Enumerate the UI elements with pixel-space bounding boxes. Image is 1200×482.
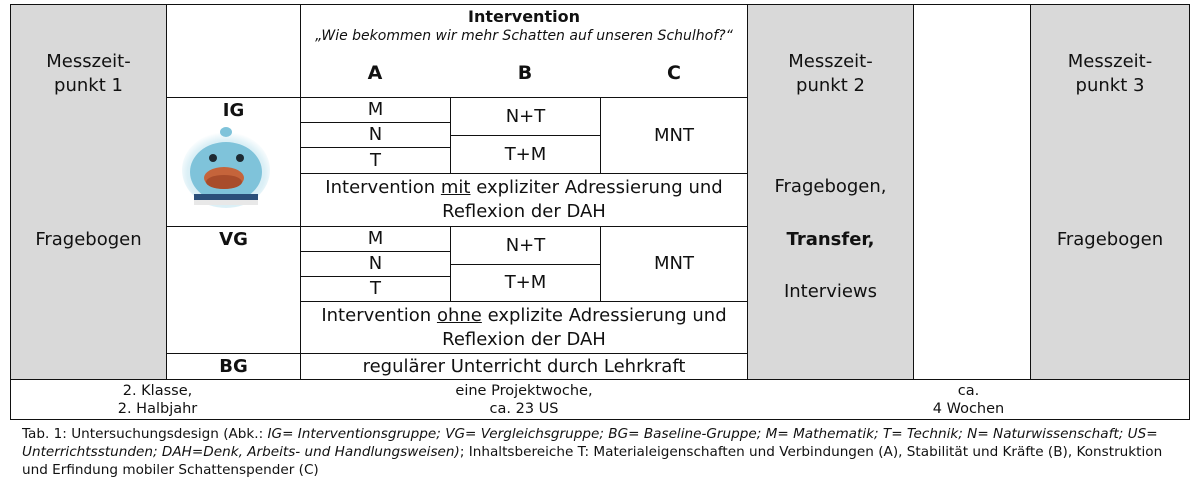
vg-m-cell: M [300,226,451,252]
ig-n-cell: N [300,122,451,148]
messzeitpunkt-3-title: Messzeit- punkt 3 [1067,51,1153,96]
messzeitpunkt-2-fragebogen: Fragebogen, [774,176,887,197]
ig-tm-cell: T+M [450,135,601,174]
vg-label: VG [219,229,248,250]
interval-column [913,4,1031,380]
messzeitpunkt-1-title: Messzeit- punkt 1 [46,51,131,96]
column-b-header: B [517,62,533,84]
timeline-left: 2. Klasse, 2. Halbjahr [117,383,198,417]
vg-tm-cell: T+M [450,264,601,302]
column-c-header: C [667,62,681,84]
table-caption [22,425,1182,479]
ig-description [300,173,748,227]
vg-desc-part2: explizite Adressierung und Reflexion der DAH [442,304,727,350]
group-header-empty-cell [166,4,301,98]
ig-desc-part1: Intervention [325,177,441,198]
ig-nt-cell: N+T [450,97,601,136]
messzeitpunkt-2-title: Messzeit- punkt 2 [788,51,873,96]
timeline-right: ca. 4 Wochen [932,383,1005,417]
vg-desc-underlined: ohne [436,304,482,326]
intervention-title: Intervention [468,6,580,26]
vg-desc-part1: Intervention [321,304,437,326]
vg-nt-cell: N+T [450,226,601,265]
column-a-header: A [367,62,383,84]
messzeitpunkt-2-interviews: Interviews [783,281,878,302]
mascot-image [180,120,272,210]
bg-label: BG [219,356,248,377]
timeline-middle: eine Projektwoche, ca. 23 US [455,383,593,417]
ig-label: IG [222,100,245,121]
vg-mnt-cell: MNT [600,226,748,302]
caption-prefix: Tab. 1: Untersuchungsdesign (Abk.: [22,426,268,442]
ig-desc-part2: expliziter Adressierung und Reflexion der DAH [442,177,723,222]
bg-description: regulärer Unterricht durch Lehrkraft [300,353,748,380]
ig-mnt-cell: MNT [600,97,748,174]
vg-n-cell: N [300,251,451,277]
caption-suffix: ; Inhaltsbereiche T: Materialeigenschaften und Verbindungen (A), Stabilität und Kräfte (B), Konstruktion und Erfindung mobiler Schattenspender (C) [22,444,1163,478]
ig-t-cell: T [300,147,451,174]
caption-abbreviations: IG= Interventionsgruppe; VG= Vergleichsgruppe; BG= Baseline-Gruppe; M= Mathematik; T= Technik; N= Naturwissenschaft; US= Unterrichtsstunden; DAH=Denk, Arbeits- und Handlungsweisen) [22,426,1158,460]
ig-desc-underlined: mit [440,177,471,198]
intervention-subtitle: „Wie bekommen wir mehr Schatten auf unseren Schulhof?“ [315,28,733,44]
messzeitpunkt-2-transfer: Transfer, [786,229,875,250]
vg-description [300,301,748,354]
messzeitpunkt-3-content: Fragebogen [1056,229,1164,250]
vg-t-cell: T [300,276,451,302]
ig-m-cell: M [300,97,451,123]
messzeitpunkt-1-content: Fragebogen [35,229,142,250]
